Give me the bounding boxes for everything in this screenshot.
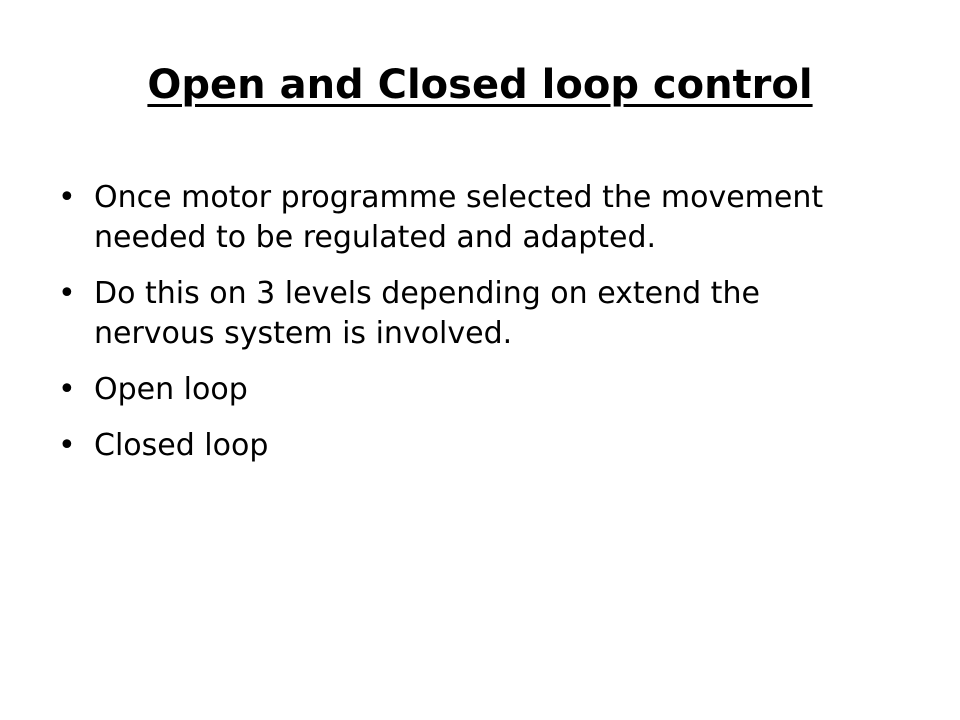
bullet-text: Once motor programme selected the movement needed to be regulated and adapted. [94,180,824,255]
bullet-icon: • [58,428,76,463]
bullet-list [58,178,878,482]
bullet-icon: • [58,276,76,311]
bullet-text: Closed loop [94,428,269,463]
bullet-text: Open loop [94,372,248,407]
bullet-item [58,178,878,258]
bullet-icon: • [58,372,76,407]
bullet-icon: • [58,180,76,215]
bullet-item [58,426,878,466]
bullet-item [58,274,878,354]
bullet-item [58,370,878,410]
slide-title: Open and Closed loop control [147,62,813,108]
bullet-text: Do this on 3 levels depending on extend the nervous system is involved. [94,276,760,351]
